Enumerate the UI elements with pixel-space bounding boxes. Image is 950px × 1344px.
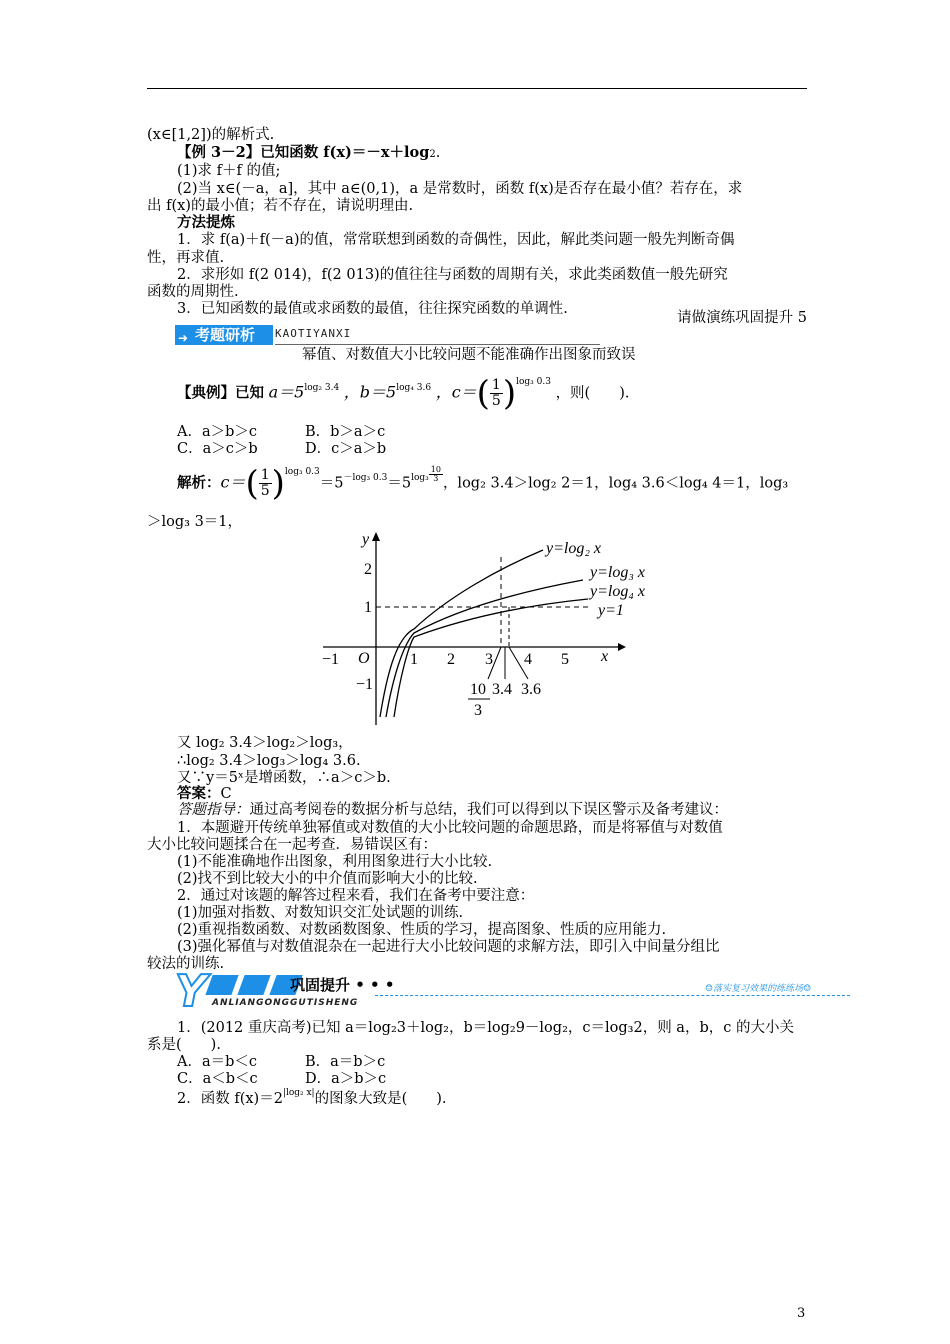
exercise-1: 1．(2012 重庆高考)已知 a＝log₂3＋log₂，b＝log₂9－log₂，c＝log₃2，则 a，b，c 的大小关: [177, 1020, 794, 1036]
text-line: (1)不能准确地作出图象，利用图象进行大小比较.: [177, 854, 493, 870]
text-line: 大小比较问题揉合在一起考查．易错误区有：: [147, 837, 437, 853]
banner-kaotiyanxi: [175, 325, 395, 347]
arrow-icon: ➜: [178, 331, 189, 345]
mark-3-4: 3.4: [492, 681, 512, 698]
answer-line: 答案：C: [177, 785, 232, 802]
tick-x: 5: [561, 651, 569, 668]
bar: [237, 975, 270, 995]
text-line: 2．通过对该题的解答过程来看，我们在备考中要注意：: [177, 888, 535, 904]
y-arrow: [372, 532, 380, 541]
x-arrow: [618, 643, 626, 651]
curve-label: y=log₃ x: [590, 564, 646, 581]
text-line: ＞log₃ 3＝1，: [147, 514, 243, 530]
option-row: A．a＞b＞c B．b＞a＞c: [177, 424, 386, 440]
typical-example: 【典例】已知 $a=5^{log_2 3.4}$ ，$b=5^{log_4 3.6}$ ，c＝( $\frac{1}{5})^{log_3 0.3}$ ，则( ).: [177, 373, 630, 414]
option-row: A．a＝b＜c B．a＝b＞c: [177, 1054, 386, 1070]
text-line: (2)重视指数函数、对数函数图象、性质的学习，提高图象、性质的应用能力.: [177, 922, 667, 938]
text-line: (3)强化幂值与对数值混杂在一起进行大小比较问题的求解方法，即引入中间量分组比: [177, 939, 720, 955]
origin-label: O: [358, 650, 370, 667]
tick-y: 2: [364, 561, 372, 578]
banner2-pinyin: ANLIANGONGGUTISHENG: [212, 998, 359, 1008]
mark-3-6: 3.6: [521, 681, 541, 698]
text-line: 答题指导：通过高考阅卷的数据分析与总结，我们可以得到以下误区警示及备考建议：: [177, 802, 728, 818]
text-line: 出 f(x)的最小值；若不存在，请说明理由.: [147, 198, 414, 214]
exercise-2: 2．函数 $f(x)=2^{|log_2 x|}$的图象大致是( ).: [177, 1088, 447, 1107]
header-rule: [147, 88, 807, 89]
text-line: (2)找不到比较大小的中介值而影响大小的比较.: [177, 871, 478, 887]
text-line: (2)当 x∈(－a，a]，其中 a∈(0,1)，a 是常数时，函数 f(x)是否存在最小值？若存在，求: [177, 181, 743, 197]
bar: [205, 975, 238, 995]
practice-link-text: 请做演练巩固提升 5: [677, 310, 807, 326]
banner-pinyin: KAOTIYANXI: [275, 327, 352, 340]
page-number: 3: [797, 1306, 806, 1321]
text-line: (x∈[1,2])的解析式.: [147, 127, 275, 143]
text-line: 又∵y＝5ˣ是增函数，∴a＞c＞b.: [177, 770, 391, 786]
tick-y: 1: [364, 599, 372, 616]
banner-tag: ➜ 考题研析: [175, 325, 273, 345]
banner2-rule: [375, 995, 850, 996]
tick-y: −1: [356, 676, 374, 693]
text-line: (1)加强对指数、对数知识交汇处试题的训练.: [177, 905, 464, 921]
example-3-2: 【例 3－2】已知函数 f(x)＝－x＋log2.: [177, 144, 441, 161]
tick-x: 4: [524, 651, 532, 668]
tick-x: 3: [485, 651, 493, 668]
banner-letter: Y: [175, 966, 207, 1017]
tick-x: 1: [410, 651, 418, 668]
x-axis-label: x: [601, 648, 609, 665]
text-line: 又 log₂ 3.4＞log₂＞log₃，: [177, 735, 353, 751]
hline-label: y=1: [598, 602, 624, 619]
text-line: 2．求形如 f(2 014)，f(2 013)的值往往与函数的周期有关，求此类函数值一般先研究: [177, 267, 728, 283]
text-line: 1．求 f(a)＋f(－a)的值，常常联想到函数的奇偶性，因此，解此类问题一般先判断奇偶: [177, 232, 735, 248]
log-graph: [318, 527, 648, 727]
tick-x: −1: [322, 651, 340, 668]
text-line: 性，再求值.: [147, 250, 225, 266]
section-heading: 方法提炼: [177, 214, 235, 231]
curve-log2: [380, 550, 543, 717]
option-row: C．a＞c＞b D．c＞a＞b: [177, 441, 387, 457]
text-line: ∴log₂ 3.4＞log₃＞log₄ 3.6.: [177, 753, 361, 769]
fraction: $\frac{1}{5}$: [491, 377, 501, 409]
tick-x: 2: [447, 651, 455, 668]
curve-label: y=log₂ x: [546, 540, 602, 557]
mark-10-3-den: 3: [474, 702, 482, 719]
banner2-motto: ☺落实复习效果的练练场☺: [705, 984, 812, 994]
curve-label: y=log₄ x: [590, 583, 646, 600]
text-line: 较法的训练.: [147, 956, 225, 972]
text-line: 3．已知函数的最值或求函数的最值，往往探究函数的单调性.: [177, 301, 568, 317]
text-line: 1．本题避开传统单独幂值或对数值的大小比较问题的命题思路，而是将幂值与对数值: [177, 820, 723, 836]
fraction-small: $\frac{10}{3}$: [430, 465, 441, 483]
mark-10-3-num: 10: [470, 681, 486, 698]
banner-anlian: [175, 966, 850, 1017]
solution-line: 解析：c＝( $\frac{1}{5})^{log_3 0.3}=5^{-log_3 0.3}=5^{log_3}$ $\frac{10}{3}$，log₂ 3.4＞log₂ 2＝1，log₄ 3.6＜log₄ 4＝1，log₃: [177, 463, 789, 504]
option-row: C．a＜b＜c D．a＞b＞c: [177, 1071, 387, 1087]
text-line: 函数的周期性.: [147, 284, 239, 300]
fraction: $\frac{1}{5}$: [260, 467, 270, 499]
y-axis-label: y: [362, 531, 370, 548]
subsection-title: 幂值、对数值大小比较问题不能准确作出图象而致误: [302, 347, 636, 363]
banner2-title: 巩固提升 • • •: [290, 976, 395, 994]
text-line: 系是( ).: [147, 1037, 221, 1053]
banner-underline: [275, 344, 600, 345]
text-line: (1)求 f＋f 的值;: [177, 163, 281, 179]
